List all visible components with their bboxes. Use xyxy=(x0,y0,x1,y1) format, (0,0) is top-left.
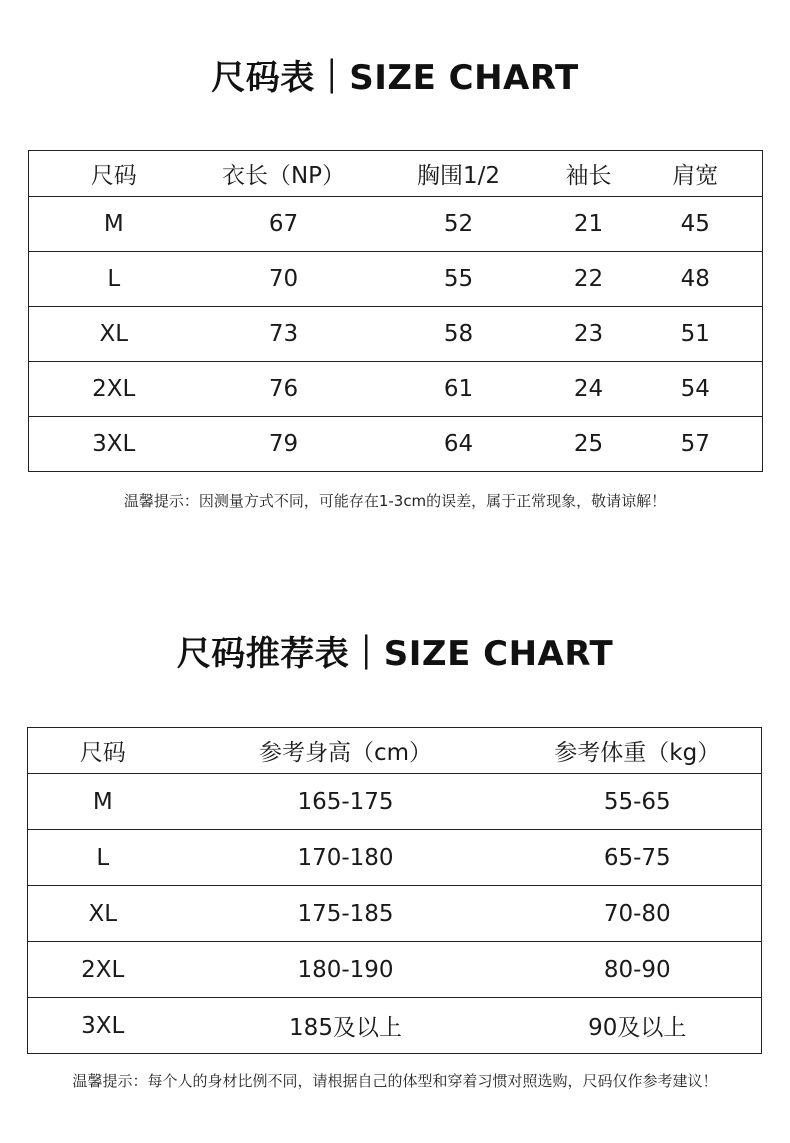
table-row xyxy=(28,942,762,998)
table-row xyxy=(29,252,763,307)
chest-cell: 55 xyxy=(369,252,549,307)
size-cell: 3XL xyxy=(29,417,199,472)
chest-cell: 64 xyxy=(369,417,549,472)
table-header-row xyxy=(28,728,762,774)
weight-cell: 90及以上 xyxy=(514,998,762,1054)
size-cell: 2XL xyxy=(29,362,199,417)
size-cell: M xyxy=(29,197,199,252)
chest-cell: 58 xyxy=(369,307,549,362)
height-cell: 170-180 xyxy=(178,830,514,886)
shoulder-cell: 51 xyxy=(629,307,763,362)
size-cell: L xyxy=(29,252,199,307)
table-row xyxy=(29,417,763,472)
sleeve-cell: 24 xyxy=(549,362,629,417)
table-row xyxy=(29,362,763,417)
table-row xyxy=(28,998,762,1054)
size-cell: M xyxy=(28,774,178,830)
table-row xyxy=(29,307,763,362)
weight-cell: 55-65 xyxy=(514,774,762,830)
length-cell: 73 xyxy=(199,307,369,362)
header-size: 尺码 xyxy=(28,728,178,774)
shoulder-cell: 57 xyxy=(629,417,763,472)
size-cell: XL xyxy=(28,886,178,942)
sleeve-cell: 22 xyxy=(549,252,629,307)
size-cell: 2XL xyxy=(28,942,178,998)
header-shoulder: 肩宽 xyxy=(629,151,763,197)
header-chest: 胸围1/2 xyxy=(369,151,549,197)
size-chart-note: 温馨提示：因测量方式不同，可能存在1-3cm的误差，属于正常现象，敬请谅解！ xyxy=(123,492,667,510)
size-chart-title: 尺码表｜SIZE CHART xyxy=(211,58,579,98)
shoulder-cell: 48 xyxy=(629,252,763,307)
size-cell: 3XL xyxy=(28,998,178,1054)
height-cell: 185及以上 xyxy=(178,998,514,1054)
recommend-chart-table xyxy=(27,727,762,1054)
table-row xyxy=(28,830,762,886)
table-row xyxy=(28,886,762,942)
length-cell: 76 xyxy=(199,362,369,417)
header-weight: 参考体重（kg） xyxy=(514,728,762,774)
size-cell: XL xyxy=(29,307,199,362)
length-cell: 67 xyxy=(199,197,369,252)
shoulder-cell: 54 xyxy=(629,362,763,417)
recommend-chart-title: 尺码推荐表｜SIZE CHART xyxy=(176,634,614,674)
table-row xyxy=(28,774,762,830)
weight-cell: 80-90 xyxy=(514,942,762,998)
header-height: 参考身高（cm） xyxy=(178,728,514,774)
weight-cell: 65-75 xyxy=(514,830,762,886)
length-cell: 79 xyxy=(199,417,369,472)
table-header-row xyxy=(29,151,763,197)
table-row xyxy=(29,197,763,252)
sleeve-cell: 21 xyxy=(549,197,629,252)
height-cell: 165-175 xyxy=(178,774,514,830)
weight-cell: 70-80 xyxy=(514,886,762,942)
header-length: 衣长（NP） xyxy=(199,151,369,197)
height-cell: 180-190 xyxy=(178,942,514,998)
size-cell: L xyxy=(28,830,178,886)
header-sleeve: 袖长 xyxy=(549,151,629,197)
chest-cell: 52 xyxy=(369,197,549,252)
recommend-chart-note: 温馨提示：每个人的身材比例不同，请根据自己的体型和穿着习惯对照选购，尺码仅作参考建议！ xyxy=(72,1072,718,1090)
height-cell: 175-185 xyxy=(178,886,514,942)
sleeve-cell: 23 xyxy=(549,307,629,362)
header-size: 尺码 xyxy=(29,151,199,197)
size-chart-table xyxy=(28,150,763,472)
sleeve-cell: 25 xyxy=(549,417,629,472)
chest-cell: 61 xyxy=(369,362,549,417)
length-cell: 70 xyxy=(199,252,369,307)
shoulder-cell: 45 xyxy=(629,197,763,252)
